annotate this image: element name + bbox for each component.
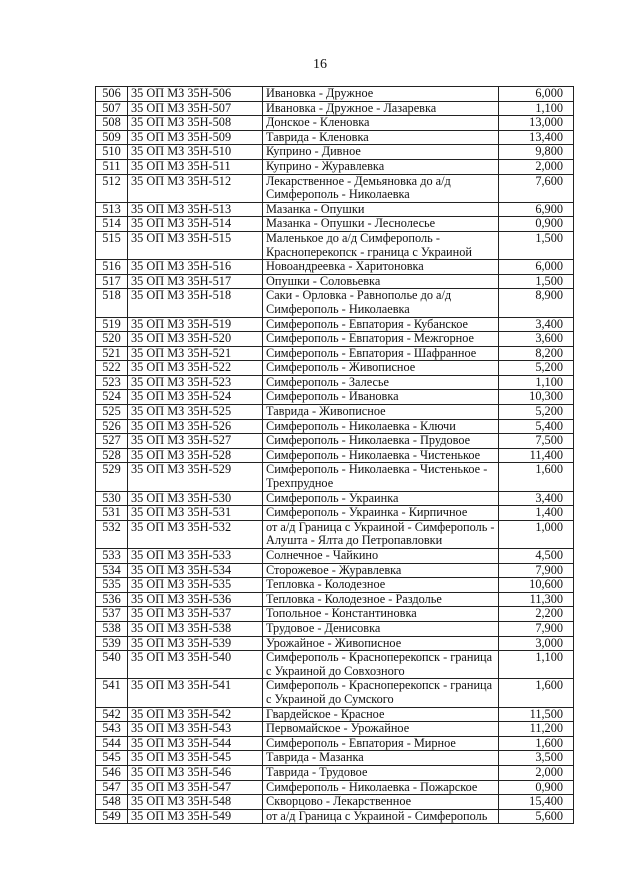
road-name: Куприно - Журавлевка [263,159,499,174]
road-name: Первомайское - Урожайное [263,722,499,737]
row-number: 522 [96,361,128,376]
road-name: Симферополь - Украинка [263,491,499,506]
table-row [96,419,574,434]
table-row [96,795,574,810]
table-row [96,780,574,795]
road-name: Донское - Кленовка [263,116,499,131]
row-number: 531 [96,506,128,521]
row-number: 511 [96,159,128,174]
road-code: 35 ОП МЗ 35Н-536 [128,592,263,607]
road-code: 35 ОП МЗ 35Н-523 [128,375,263,390]
row-number: 514 [96,217,128,232]
row-number: 506 [96,87,128,102]
road-name: Симферополь - Красноперекопск - граница с Украиной до Сумского [263,679,499,707]
road-code: 35 ОП МЗ 35Н-507 [128,101,263,116]
row-number: 521 [96,346,128,361]
table-row [96,361,574,376]
road-code: 35 ОП МЗ 35Н-525 [128,405,263,420]
table-row [96,448,574,463]
table-row [96,592,574,607]
road-length: 9,800 [499,145,574,160]
road-name: Симферополь - Украинка - Кирпичное [263,506,499,521]
road-length: 5,400 [499,419,574,434]
road-length: 3,600 [499,332,574,347]
table-row [96,491,574,506]
road-length: 1,100 [499,375,574,390]
road-code: 35 ОП МЗ 35Н-512 [128,174,263,202]
road-length: 1,500 [499,274,574,289]
road-length: 6,000 [499,260,574,275]
road-code: 35 ОП МЗ 35Н-529 [128,463,263,491]
table-row [96,736,574,751]
road-length: 3,400 [499,491,574,506]
table-row [96,130,574,145]
road-name: Топольное - Константиновка [263,607,499,622]
road-code: 35 ОП МЗ 35Н-521 [128,346,263,361]
row-number: 537 [96,607,128,622]
road-name: Гвардейское - Красное [263,707,499,722]
table-row [96,87,574,102]
row-number: 548 [96,795,128,810]
road-length: 13,000 [499,116,574,131]
road-code: 35 ОП МЗ 35Н-533 [128,549,263,564]
table-row [96,405,574,420]
road-code: 35 ОП МЗ 35Н-540 [128,651,263,679]
road-length: 11,400 [499,448,574,463]
row-number: 529 [96,463,128,491]
road-code: 35 ОП МЗ 35Н-541 [128,679,263,707]
road-name: Сторожевое - Журавлевка [263,563,499,578]
row-number: 526 [96,419,128,434]
row-number: 527 [96,434,128,449]
road-name: Новоандреевка - Харитоновка [263,260,499,275]
road-length: 5,200 [499,361,574,376]
road-length: 4,500 [499,549,574,564]
road-length: 6,000 [499,87,574,102]
road-name: Симферополь - Николаевка - Прудовое [263,434,499,449]
road-length: 1,600 [499,736,574,751]
road-name: Симферополь - Евпатория - Шафранное [263,346,499,361]
road-name: Скворцово - Лекарственное [263,795,499,810]
row-number: 541 [96,679,128,707]
road-name: Лекарственное - Демьяновка до а/д Симферополь - Николаевка [263,174,499,202]
road-length: 1,000 [499,520,574,548]
road-code: 35 ОП МЗ 35Н-527 [128,434,263,449]
road-code: 35 ОП МЗ 35Н-535 [128,578,263,593]
road-name: Симферополь - Николаевка - Чистенькое [263,448,499,463]
road-code: 35 ОП МЗ 35Н-528 [128,448,263,463]
row-number: 509 [96,130,128,145]
road-length: 7,900 [499,563,574,578]
table-row [96,463,574,491]
road-length: 3,400 [499,317,574,332]
road-code: 35 ОП МЗ 35Н-516 [128,260,263,275]
road-code: 35 ОП МЗ 35Н-519 [128,317,263,332]
road-name: Урожайное - Живописное [263,636,499,651]
table-row [96,809,574,824]
table-row [96,434,574,449]
road-code: 35 ОП МЗ 35Н-522 [128,361,263,376]
road-code: 35 ОП МЗ 35Н-513 [128,202,263,217]
road-length: 11,200 [499,722,574,737]
row-number: 544 [96,736,128,751]
road-name: Мазанка - Опушки - Леснолесье [263,217,499,232]
table-row [96,621,574,636]
road-length: 3,500 [499,751,574,766]
road-length: 10,600 [499,578,574,593]
table-row [96,317,574,332]
row-number: 507 [96,101,128,116]
row-number: 542 [96,707,128,722]
road-code: 35 ОП МЗ 35Н-539 [128,636,263,651]
road-code: 35 ОП МЗ 35Н-508 [128,116,263,131]
road-code: 35 ОП МЗ 35Н-509 [128,130,263,145]
table-row [96,174,574,202]
table-row [96,390,574,405]
road-length: 7,500 [499,434,574,449]
road-code: 35 ОП МЗ 35Н-517 [128,274,263,289]
road-length: 8,200 [499,346,574,361]
road-length: 1,100 [499,101,574,116]
road-length: 8,900 [499,289,574,317]
road-name: Тепловка - Колодезное [263,578,499,593]
table-row [96,506,574,521]
row-number: 517 [96,274,128,289]
road-name: Таврида - Трудовое [263,765,499,780]
table-row [96,563,574,578]
road-code: 35 ОП МЗ 35Н-548 [128,795,263,810]
row-number: 516 [96,260,128,275]
table-row [96,202,574,217]
road-code: 35 ОП МЗ 35Н-547 [128,780,263,795]
road-length: 7,900 [499,621,574,636]
road-name: Симферополь - Ивановка [263,390,499,405]
table-row [96,651,574,679]
row-number: 524 [96,390,128,405]
road-code: 35 ОП МЗ 35Н-514 [128,217,263,232]
table-row [96,636,574,651]
road-name: Симферополь - Живописное [263,361,499,376]
roads-table [95,86,574,824]
road-name: Опушки - Соловьевка [263,274,499,289]
road-code: 35 ОП МЗ 35Н-515 [128,231,263,259]
row-number: 528 [96,448,128,463]
road-name: Таврида - Кленовка [263,130,499,145]
road-name: Мазанка - Опушки [263,202,499,217]
table-row [96,101,574,116]
road-length: 2,000 [499,765,574,780]
road-name: Симферополь - Евпатория - Кубанское [263,317,499,332]
table-row [96,346,574,361]
road-name: Ивановка - Дружное [263,87,499,102]
road-code: 35 ОП МЗ 35Н-546 [128,765,263,780]
table-row [96,159,574,174]
road-code: 35 ОП МЗ 35Н-518 [128,289,263,317]
road-length: 7,600 [499,174,574,202]
table-row [96,549,574,564]
road-length: 5,600 [499,809,574,824]
road-length: 1,600 [499,463,574,491]
road-length: 0,900 [499,217,574,232]
road-length: 11,500 [499,707,574,722]
row-number: 519 [96,317,128,332]
road-name: Таврида - Мазанка [263,751,499,766]
table-row [96,607,574,622]
road-length: 6,900 [499,202,574,217]
road-name: Маленькое до а/д Симферополь - Красноперекопск - граница с Украиной [263,231,499,259]
table-row [96,116,574,131]
row-number: 523 [96,375,128,390]
road-length: 2,200 [499,607,574,622]
row-number: 538 [96,621,128,636]
road-name: Симферополь - Николаевка - Пожарское [263,780,499,795]
table-row [96,375,574,390]
row-number: 520 [96,332,128,347]
row-number: 533 [96,549,128,564]
road-length: 1,100 [499,651,574,679]
row-number: 536 [96,592,128,607]
table-row [96,231,574,259]
road-name: Симферополь - Николаевка - Чистенькое - Трехпрудное [263,463,499,491]
table-row [96,765,574,780]
row-number: 510 [96,145,128,160]
road-code: 35 ОП МЗ 35Н-524 [128,390,263,405]
road-name: Солнечное - Чайкино [263,549,499,564]
table-row [96,707,574,722]
row-number: 535 [96,578,128,593]
table-row [96,145,574,160]
road-code: 35 ОП МЗ 35Н-544 [128,736,263,751]
table-row [96,722,574,737]
row-number: 545 [96,751,128,766]
road-code: 35 ОП МЗ 35Н-511 [128,159,263,174]
road-length: 11,300 [499,592,574,607]
row-number: 513 [96,202,128,217]
table-row [96,751,574,766]
row-number: 539 [96,636,128,651]
road-name: Симферополь - Евпатория - Межгорное [263,332,499,347]
row-number: 512 [96,174,128,202]
road-length: 3,000 [499,636,574,651]
road-code: 35 ОП МЗ 35Н-520 [128,332,263,347]
road-name: Ивановка - Дружное - Лазаревка [263,101,499,116]
road-name: Куприно - Дивное [263,145,499,160]
road-name: от а/д Граница с Украиной - Симферополь [263,809,499,824]
road-code: 35 ОП МЗ 35Н-526 [128,419,263,434]
road-code: 35 ОП МЗ 35Н-530 [128,491,263,506]
table-row [96,274,574,289]
row-number: 543 [96,722,128,737]
road-name: Таврида - Живописное [263,405,499,420]
row-number: 540 [96,651,128,679]
row-number: 515 [96,231,128,259]
roads-table-body [96,87,574,824]
row-number: 546 [96,765,128,780]
road-length: 15,400 [499,795,574,810]
table-row [96,578,574,593]
road-length: 13,400 [499,130,574,145]
road-code: 35 ОП МЗ 35Н-534 [128,563,263,578]
road-code: 35 ОП МЗ 35Н-542 [128,707,263,722]
row-number: 549 [96,809,128,824]
road-length: 1,400 [499,506,574,521]
road-length: 1,500 [499,231,574,259]
road-code: 35 ОП МЗ 35Н-545 [128,751,263,766]
table-row [96,260,574,275]
table-row [96,679,574,707]
row-number: 508 [96,116,128,131]
road-length: 1,600 [499,679,574,707]
road-length: 0,900 [499,780,574,795]
table-row [96,520,574,548]
row-number: 518 [96,289,128,317]
road-code: 35 ОП МЗ 35Н-543 [128,722,263,737]
road-length: 2,000 [499,159,574,174]
road-name: Симферополь - Евпатория - Мирное [263,736,499,751]
road-length: 10,300 [499,390,574,405]
row-number: 532 [96,520,128,548]
table-row [96,332,574,347]
road-code: 35 ОП МЗ 35Н-549 [128,809,263,824]
road-code: 35 ОП МЗ 35Н-538 [128,621,263,636]
road-code: 35 ОП МЗ 35Н-531 [128,506,263,521]
road-length: 5,200 [499,405,574,420]
table-row [96,217,574,232]
road-name: Симферополь - Николаевка - Ключи [263,419,499,434]
row-number: 530 [96,491,128,506]
road-code: 35 ОП МЗ 35Н-506 [128,87,263,102]
road-code: 35 ОП МЗ 35Н-510 [128,145,263,160]
road-name: Симферополь - Залесье [263,375,499,390]
road-name: Саки - Орловка - Равнополье до а/д Симферополь - Николаевка [263,289,499,317]
row-number: 547 [96,780,128,795]
page-number: 16 [313,57,327,72]
road-name: от а/д Граница с Украиной - Симферополь - Алушта - Ялта до Петропавловки [263,520,499,548]
road-name: Тепловка - Колодезное - Раздолье [263,592,499,607]
table-row [96,289,574,317]
road-name: Симферополь - Красноперекопск - граница с Украиной до Совхозного [263,651,499,679]
row-number: 534 [96,563,128,578]
road-name: Трудовое - Денисовка [263,621,499,636]
road-code: 35 ОП МЗ 35Н-537 [128,607,263,622]
road-code: 35 ОП МЗ 35Н-532 [128,520,263,548]
row-number: 525 [96,405,128,420]
